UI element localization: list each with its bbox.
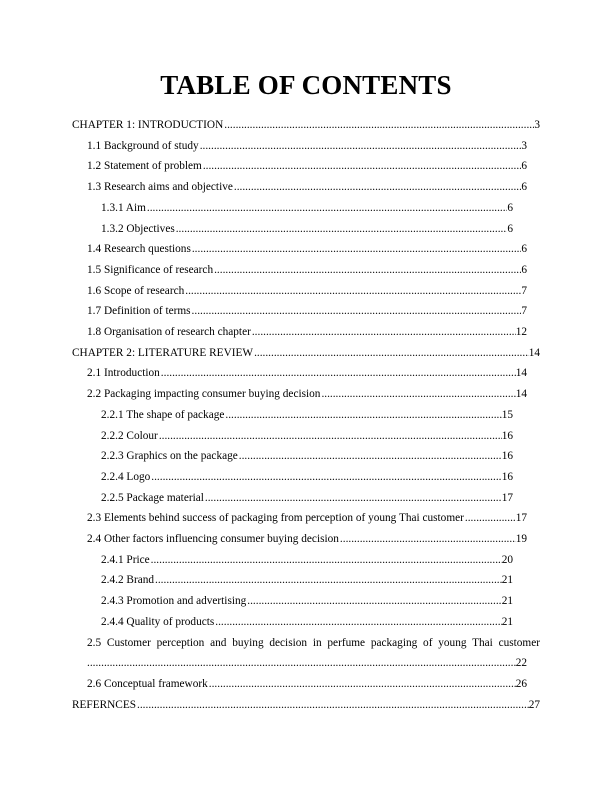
toc-entry-label: REFERNCES [72, 698, 137, 711]
toc-entry-page: 14 [515, 388, 527, 401]
toc-entry-2-1[interactable] [87, 363, 527, 384]
dot-leader [159, 426, 502, 447]
toc-entry-label: 2.6 Conceptual framework [87, 677, 208, 690]
toc-entry-chapter-1[interactable] [72, 115, 540, 136]
toc-entry-page: 12 [515, 326, 527, 338]
toc-entry-chapter-2[interactable] [72, 343, 540, 364]
dot-leader [200, 136, 522, 157]
toc-entry-references[interactable] [72, 695, 540, 716]
toc-entry-page: 6 [521, 160, 527, 173]
dot-leader [192, 301, 522, 322]
dot-leader [239, 446, 502, 467]
toc-entry-label: 2.2.4 Logo [101, 470, 151, 483]
dot-leader [151, 550, 502, 571]
toc-entry-page: 7 [521, 284, 527, 297]
toc-entry-1-1[interactable] [87, 136, 527, 157]
toc-entry-label: CHAPTER 2: LITERATURE REVIEW [72, 346, 254, 359]
toc-entry-page: 20 [501, 553, 513, 566]
toc-entry-label: 1.1 Background of study [87, 139, 199, 152]
dot-leader [185, 281, 521, 302]
toc-entry-1-7[interactable] [87, 301, 527, 322]
toc-entry-1-2[interactable] [87, 156, 527, 177]
toc-entry-page: 21 [501, 615, 513, 628]
toc-entry-page: 17 [515, 512, 527, 525]
dot-leader [234, 177, 521, 198]
toc-entry-page: 17 [501, 491, 513, 504]
toc-entry-label[interactable]: 2.5 Customer perception and buying decision in perfume packaging of young Thai customer [87, 636, 540, 649]
toc-entry-page: 15 [501, 408, 513, 421]
document-title: TABLE OF CONTENTS [160, 70, 452, 100]
toc-entry-label: CHAPTER 1: INTRODUCTION [72, 119, 224, 131]
toc-entry-label: 1.6 Scope of research [87, 284, 185, 297]
toc-entry-page: 27 [528, 698, 540, 711]
toc-entry-2-2-3[interactable] [101, 446, 513, 467]
toc-entry-label: 2.2 Packaging impacting consumer buying decision [87, 388, 321, 401]
toc-entry-2-4-2[interactable] [101, 570, 513, 591]
toc-entry-2-2-4[interactable] [101, 467, 513, 488]
toc-entry-page: 6 [507, 222, 513, 235]
dot-leader [252, 322, 516, 343]
dot-leader [340, 529, 516, 550]
toc-entry-label: 1.3.2 Objectives [101, 222, 175, 235]
toc-entry-label: 2.3 Elements behind success of packaging from perception of young Thai customer [87, 512, 464, 525]
dot-leader [176, 219, 508, 240]
dot-leader [87, 653, 516, 674]
toc-entry-2-2-1[interactable] [101, 405, 513, 426]
toc-entry-page: 6 [521, 181, 527, 194]
toc-entry-label: 1.2 Statement of problem [87, 160, 202, 173]
dot-leader [205, 488, 502, 509]
toc-entry-page: 3 [534, 119, 540, 131]
toc-entry-label: 2.1 Introduction [87, 367, 160, 380]
dot-leader [147, 198, 507, 219]
toc-entry-page: 6 [521, 263, 527, 276]
toc-entry-page: 6 [507, 201, 513, 214]
toc-entry-2-4-1[interactable] [101, 550, 513, 571]
toc-entry-page: 3 [521, 139, 527, 152]
toc-entry-1-3[interactable] [87, 177, 527, 198]
toc-entry-page: 16 [501, 429, 513, 442]
toc-entry-2-6[interactable] [87, 674, 527, 695]
toc-entry-1-3-2[interactable] [101, 219, 513, 240]
dot-leader [209, 674, 516, 695]
toc-entry-2-2-2[interactable] [101, 426, 513, 447]
dot-leader [321, 384, 515, 405]
dot-leader [225, 405, 501, 426]
toc-entry-label: 1.8 Organisation of research chapter [87, 326, 251, 338]
toc-entry-1-8[interactable] [87, 322, 527, 343]
toc-entry-page: 6 [521, 243, 527, 256]
toc-entry-2-4-3[interactable] [101, 591, 513, 612]
dot-leader [214, 260, 521, 281]
dot-leader [155, 570, 502, 591]
toc-entry-1-4[interactable] [87, 239, 527, 260]
dot-leader [137, 695, 529, 716]
toc-entry-label: 1.7 Definition of terms [87, 305, 191, 318]
toc-entry-page: 26 [515, 677, 527, 690]
dot-leader [247, 591, 501, 612]
dot-leader [224, 115, 534, 136]
toc-entry-label: 2.2.5 Package material [101, 491, 204, 504]
toc-entry-label: 1.3.1 Aim [101, 201, 146, 214]
toc-entry-label: 2.4.1 Price [101, 553, 150, 566]
toc-entry-page: 16 [501, 470, 513, 483]
toc-entry-page: 21 [501, 595, 513, 608]
toc-entry-page: 21 [501, 574, 513, 587]
toc-entry-label: 1.3 Research aims and objective [87, 181, 233, 194]
toc-entry-label: 1.5 Significance of research [87, 263, 214, 276]
dot-leader [203, 156, 522, 177]
toc-entry-label: 2.4.2 Brand [101, 574, 155, 587]
toc-entry-2-3[interactable] [87, 508, 527, 529]
toc-entry-page: 16 [501, 450, 513, 463]
toc-entry-page: 22 [515, 657, 527, 670]
dot-leader [215, 612, 501, 633]
toc-entry-page: 14 [528, 346, 540, 359]
toc-entry-label: 2.2.1 The shape of package [101, 408, 225, 421]
toc-entry-1-5[interactable] [87, 260, 527, 281]
dot-leader [465, 508, 516, 529]
toc-entry-2-2-5[interactable] [101, 488, 513, 509]
toc-entry-label: 2.2.3 Graphics on the package [101, 450, 238, 463]
toc-entry-2-2[interactable] [87, 384, 527, 405]
dot-leader [161, 363, 516, 384]
toc-entry-label: 2.4.3 Promotion and advertising [101, 595, 247, 608]
toc-entry-page: 19 [515, 533, 527, 545]
toc-entry-page: 7 [521, 305, 527, 318]
dot-leader [151, 467, 501, 488]
toc-entry-label: 1.4 Research questions [87, 243, 191, 256]
toc-entry-2-5-continuation[interactable] [87, 653, 527, 674]
dot-leader [192, 239, 521, 260]
toc-entry-2-4-4[interactable] [101, 612, 513, 633]
dot-leader [254, 343, 529, 364]
toc-entry-page: 14 [515, 367, 527, 380]
toc-entry-label: 2.2.2 Colour [101, 429, 158, 442]
toc-entry-1-6[interactable] [87, 281, 527, 302]
toc-entry-label: 2.4.4 Quality of products [101, 615, 215, 628]
toc-entry-1-3-1[interactable] [101, 198, 513, 219]
toc-entry-2-4[interactable] [87, 529, 527, 550]
toc-entry-label: 2.4 Other factors influencing consumer buying decision [87, 533, 339, 545]
